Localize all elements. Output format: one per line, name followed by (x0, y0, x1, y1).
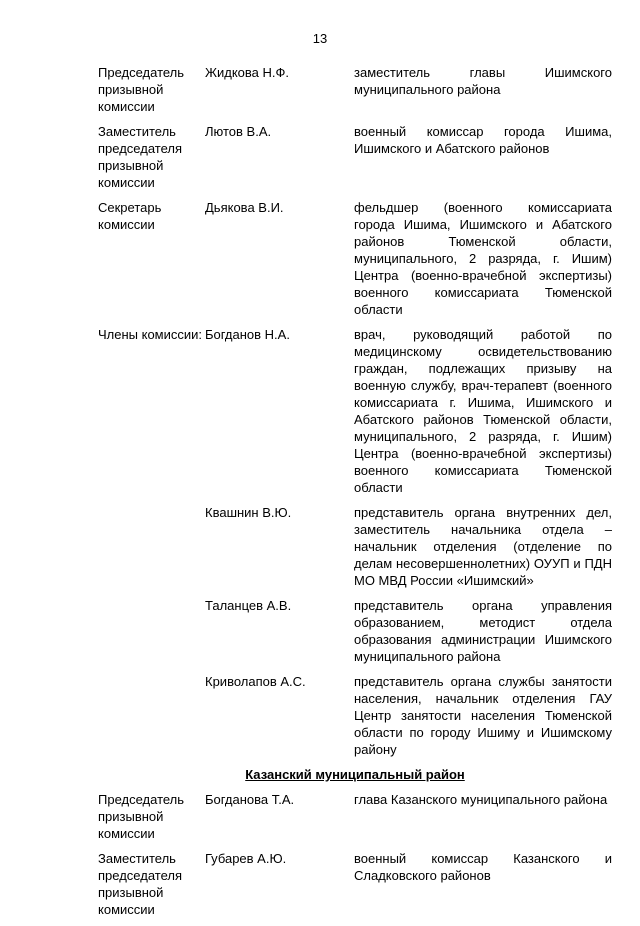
member-role: Председатель призывной комиссии (98, 792, 185, 841)
member-role: Заместитель председателя призывной комиссии (98, 124, 183, 190)
member-position: представитель органа службы занятости населения, начальник отделения ГАУ Центр занятости населения Тюменской области по городу Ишиму и Ишимскому району (354, 674, 612, 757)
commission-member-row (98, 326, 612, 496)
member-role (98, 597, 205, 665)
member-role (98, 504, 205, 589)
commission-member-row (98, 673, 612, 758)
member-role: Председатель призывной комиссии (98, 65, 185, 114)
member-role: Заместитель председателя призывной комиссии (98, 851, 183, 917)
member-position: врач, руководящий работой по медицинскому освидетельствованию граждан, подлежащих призыву на военную службу, врач-терапевт (военного комиссариата г. Ишима, Ишимского и Абатского районов Тюменской области, муниципального, 2 разряда, г. Ишим) Центра (военно-врачебной экспертизы) военного комиссариата Тюменской области (354, 327, 612, 495)
member-role (98, 673, 205, 758)
member-name: Губарев А.Ю. (205, 851, 287, 866)
commission-member-row (98, 504, 612, 589)
member-position: заместитель главы Ишимского муниципального района (354, 65, 612, 97)
member-position: фельдшер (военного комиссариата города Ишима, Ишимского и Абатского районов Тюменской области, муниципального, 2 разряда, г. Ишим) Центра (военно-врачебной экспертизы) военного комиссариата Тюменской области (354, 200, 612, 317)
member-role: Члены комиссии: (98, 327, 203, 342)
member-name: Квашнин В.Ю. (205, 505, 292, 520)
member-role: Секретарь комиссии (98, 200, 162, 232)
commission-member-row (98, 791, 612, 842)
commission-section-kazansky (98, 791, 612, 918)
member-position: военный комиссар города Ишима, Ишимского и Абатского районов (354, 124, 612, 156)
member-name: Богданов Н.А. (205, 327, 290, 342)
member-position: военный комиссар Казанского и Сладковского районов (354, 851, 612, 883)
member-name: Криволапов А.С. (205, 674, 306, 689)
member-position: представитель органа управления образованием, методист отдела образования администрации Ишимского муниципального района (354, 598, 612, 664)
member-name: Богданова Т.А. (205, 792, 295, 807)
member-name: Лютов В.А. (205, 124, 272, 139)
commission-section-ishim (98, 64, 612, 758)
commission-member-row (98, 850, 612, 918)
section-title-kazansky: Казанский муниципальный район (245, 767, 465, 782)
member-name: Таланцев А.В. (205, 598, 292, 613)
page-number: 13 (312, 31, 328, 46)
commission-member-row (98, 199, 612, 318)
commission-member-row (98, 64, 612, 115)
member-position: глава Казанского муниципального района (354, 792, 608, 807)
member-name: Дьякова В.И. (205, 200, 284, 215)
commission-member-row (98, 597, 612, 665)
commission-member-row (98, 123, 612, 191)
member-name: Жидкова Н.Ф. (205, 65, 290, 80)
member-position: представитель органа внутренних дел, заместитель начальника отдела – начальник отделения (отделение по делам несовершеннолетних) ОУУП и ПДН МО МВД России «Ишимский» (354, 505, 612, 588)
commission-list (98, 64, 612, 926)
